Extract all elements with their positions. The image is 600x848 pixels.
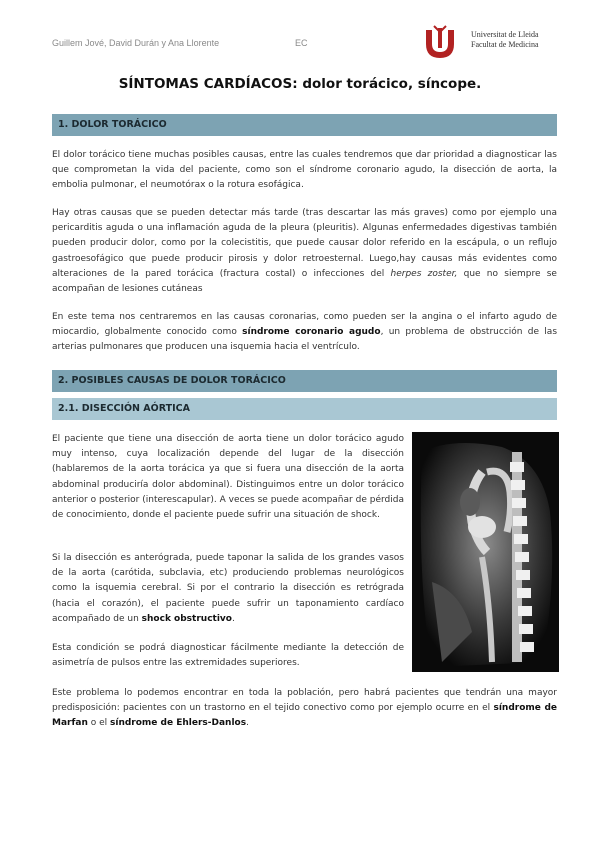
- page-header: [0, 0, 600, 70]
- paragraph-7: [52, 686, 557, 732]
- paragraph-3-bold: síndrome coronario agudo: [242, 327, 381, 338]
- paragraph-7-text-mid: o el: [87, 718, 111, 729]
- university-emblem-icon: [420, 24, 468, 60]
- section-heading-1-label: 1. DOLOR TORÁCICO: [58, 119, 167, 130]
- paragraph-2-text-a: Hay otras causas que se pueden detectar más tarde (tras descartar las más graves) como por ejemplo una pericarditis aguda o una inflamación aguda de la pleura (pleuritis). Algunas enfermedades digestivas también pueden producir dolor, como por la colecistitis, que puede causar dolor referido en la escápula, o un reflujo gastroesofágico que puede producir pirosis y dolor retroesternal. Luego,hay causas más evidentes como alteraciones de la pared torácica (fractura costal) o infecciones del: [52, 208, 557, 279]
- paragraph-2-text-b: que no siempre se acompañan de lesiones cutáneas: [52, 268, 557, 295]
- university-logo: [420, 24, 550, 60]
- paragraph-5-text-a: Si la disección es anterógrada, puede taponar la salida de los grandes vasos de la aorta (carótida, subclavia, etc) produciendo problemas neurológicos como la isquemia cerebral. Si por el contrario la disección es retrógrada (hacia el corazón), el paciente puede sufrir un taponamiento cardíaco acompañado de un: [52, 553, 404, 624]
- paragraph-3-text-b: , un problema de obstrucción de las arterias pulmonares que producen una isquemia hacia el ventrículo.: [52, 327, 558, 353]
- section-heading-2: [52, 370, 557, 392]
- authors-text: Guillem Jové, David Durán y Ana Llorente: [52, 38, 220, 48]
- paragraph-3: [52, 310, 557, 356]
- paragraph-6-text: Esta condición se podrá diagnosticar fácilmente mediante la detección de asimetría de pulsos entre las extremidades superiores.: [52, 643, 404, 669]
- subsection-heading-2-1-label: 2.1. DISECCIÓN AÓRTICA: [58, 403, 190, 414]
- subsection-heading-2-1: [52, 398, 557, 420]
- course-code: EC: [295, 38, 308, 48]
- ct-scan-image: [412, 432, 559, 672]
- paragraph-4: [52, 432, 404, 523]
- paragraph-5-bold: shock obstructivo: [141, 613, 232, 624]
- paragraph-4-text: El paciente que tiene una disección de aorta tiene un dolor torácico agudo muy intenso, cuya localización depende del lugar de la disección (hablaremos de la aorta torácica ya que si fuera una disección de la aorta abdominal produciría dolor abdominal). Distinguimos entre un dolor torácico anterior o posterior (interescapular). A veces se puede acompañar de pérdida de conocimiento, donde el paciente puede sufrir una situación de shock.: [52, 434, 404, 521]
- paragraph-1-text: El dolor torácico tiene muchas posibles causas, entre las cuales tendremos que dar prioridad a diagnosticar las que comprometan la vida del paciente, como son el síndrome coronario agudo, la disección de aorta, la embolia pulmonar, el neumotórax o la rotura esofágica.: [52, 150, 557, 191]
- paragraph-7-bold-1: síndrome de Marfan: [52, 703, 557, 729]
- paragraph-7-text-b: .: [246, 718, 249, 729]
- logo-faculty-name: Facultat de Medicina: [471, 40, 539, 49]
- paragraph-6: [52, 641, 404, 671]
- section-heading-1: [52, 114, 557, 136]
- paragraph-5-text-b: .: [231, 613, 235, 624]
- paragraph-7-text-a: Este problema lo podemos encontrar en toda la población, pero habrá pacientes que tendrán una mayor predisposición: pacientes con un trastorno en el tejido conectivo como por ejemplo ocurre en el: [52, 688, 557, 714]
- section-heading-2-label: 2. POSIBLES CAUSAS DE DOLOR TORÁCICO: [58, 375, 286, 386]
- paragraph-2-italic: herpes zoster,: [390, 268, 458, 279]
- document-title: SÍNTOMAS CARDÍACOS: dolor torácico, síncope.: [118, 76, 482, 92]
- paragraph-3-text-a: En este tema nos centraremos en las causas coronarias, como pueden ser la angina o el infarto agudo de miocardio, globalmente conocido como: [52, 312, 557, 338]
- logo-university-name: Universitat de Lleida: [471, 30, 539, 39]
- paragraph-2: [52, 206, 557, 297]
- paragraph-7-bold-2: síndrome de Ehlers-Danlos: [110, 718, 247, 729]
- paragraph-1: [52, 148, 557, 194]
- paragraph-5: [52, 551, 404, 627]
